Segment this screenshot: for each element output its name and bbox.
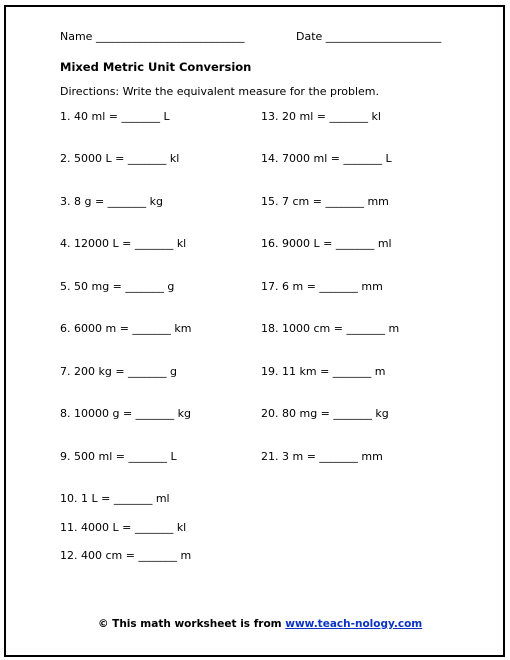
problem-2: 2. 5000 L = _______ kl [60,152,180,165]
date-field: Date _____________________ [296,30,442,43]
problem-3: 3. 8 g = _______ kg [60,195,164,208]
problem-17: 17. 6 m = _______ mm [261,280,383,293]
problem-16: 16. 9000 L = _______ ml [261,237,392,250]
problem-13: 13. 20 ml = _______ kl [261,110,381,123]
problem-4: 4. 12000 L = _______ kl [60,237,187,250]
problem-19: 19. 11 km = _______ m [261,365,386,378]
problem-1: 1. 40 ml = _______ L [60,110,170,123]
problem-7: 7. 200 kg = _______ g [60,365,178,378]
directions: Directions: Write the equivalent measure for the problem. [60,85,379,98]
problem-18: 18. 1000 cm = _______ m [261,322,400,335]
problem-21: 21. 3 m = _______ mm [261,450,383,463]
footer-text: © This math worksheet is from [98,618,286,630]
problem-8: 8. 10000 g = _______ kg [60,407,192,420]
name-field: Name ___________________________ [60,30,245,43]
problem-14: 14. 7000 ml = _______ L [261,152,392,165]
problem-15: 15. 7 cm = _______ mm [261,195,389,208]
problem-9: 9. 500 ml = _______ L [60,450,177,463]
problem-6: 6. 6000 m = _______ km [60,322,192,335]
problem-11: 11. 4000 L = _______ kl [60,521,187,534]
problem-5: 5. 50 mg = _______ g [60,280,175,293]
page-title: Mixed Metric Unit Conversion [60,60,252,74]
problem-20: 20. 80 mg = _______ kg [261,407,389,420]
problem-12: 12. 400 cm = _______ m [60,549,192,562]
footer-credit [98,617,422,631]
footer-link[interactable]: www.teach-nology.com [285,618,423,630]
problem-10: 10. 1 L = _______ ml [60,492,170,505]
